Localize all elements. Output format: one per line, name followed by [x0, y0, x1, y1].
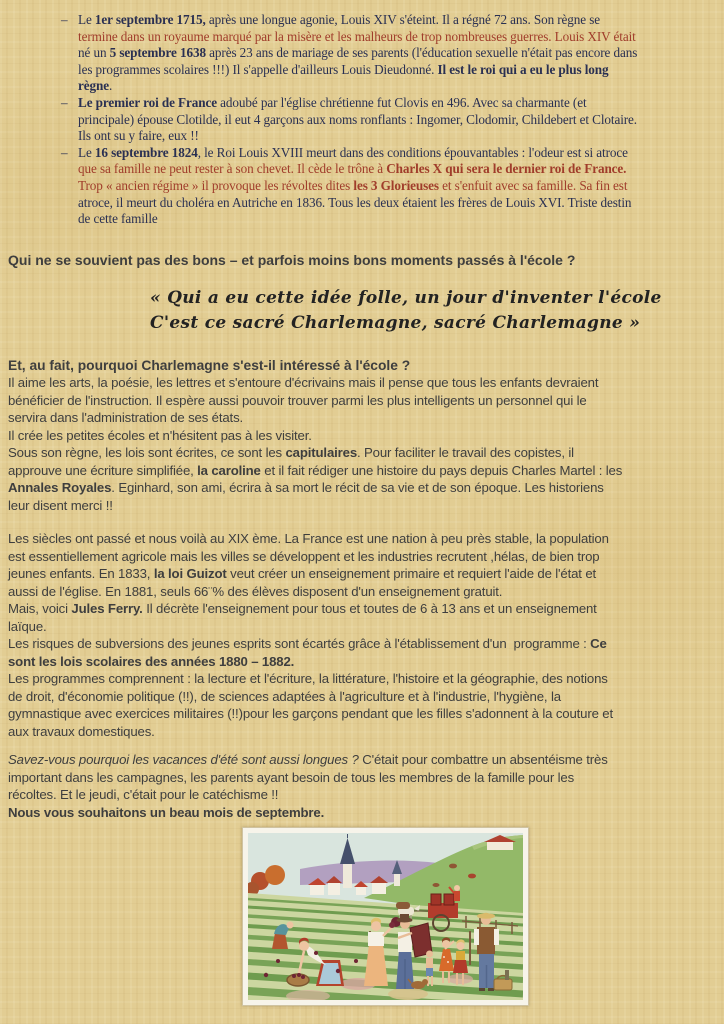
text-run: Trop « ancien régime » il provoque les révoltes dites les 3 Glorieuses et s'enfuit avec sa famille. Sa fin est — [78, 177, 628, 193]
text-run: les programmes scolaires !!!) Il s'appelle d'ailleurs Louis Dieudonné. Il est le roi qui a eu le plus long — [78, 61, 609, 77]
text-line — [8, 653, 724, 671]
text-line — [0, 161, 724, 178]
text-line — [8, 530, 724, 548]
text-run: Annales Royales. Eginhard, son ami, écrira à sa mort le récit de sa vie et de son époque. Les historiens — [8, 480, 604, 496]
text-run: né un 5 septembre 1638 après 23 ans de mariage de ses parents (l'éducation sexuelle n'était pas encore dans — [78, 45, 638, 61]
text-run: de droit, d'économie politique (!!), de sciences adaptées à l'agriculture et à l'industrie, l'hygiène, la — [8, 688, 561, 704]
text-line — [8, 548, 724, 566]
text-line — [8, 635, 724, 653]
text-run: Les siècles ont passé et nous voilà au XIX ème. La France est une nation à peu près stable, la population — [8, 531, 609, 547]
text-run: important dans les campagnes, les parents ayant besoin de tous les membres de la famille pour les — [8, 769, 575, 785]
text-run: Nous vous souhaitons un beau mois de septembre. — [8, 804, 325, 820]
text-run: Le 16 septembre 1824, le Roi Louis XVIII meurt dans des conditions épouvantables : l'odeur est si atroce — [78, 144, 628, 160]
text-line — [0, 145, 724, 162]
text-line — [8, 444, 724, 462]
text-line — [8, 565, 724, 583]
text-run: Les programmes comprennent : la lecture et l'écriture, la littérature, l'histoire et la géographie, des notions — [8, 671, 608, 687]
text-run: Mais, voici Jules Ferry. Il décrète l'enseignement pour tous et toutes de 6 à 13 ans et un enseignement — [8, 601, 597, 617]
text-line — [8, 705, 724, 723]
text-line — [8, 600, 724, 618]
harvest-scene-image — [248, 833, 523, 1000]
text-line — [8, 409, 724, 427]
charlemagne-song-quote — [150, 286, 724, 336]
text-line — [8, 583, 724, 601]
text-run: Les risques de subversions des jeunes esprits sont écartés grâce à l'établissement d'un programme : Ce — [8, 636, 607, 652]
text-run: Savez-vous pourquoi les vacances d'été sont aussi longues ? C'était pour combattre un absentéisme très — [8, 752, 608, 768]
bullet-dash: – — [61, 144, 68, 160]
text-run: laïque. — [8, 618, 47, 634]
text-line — [8, 769, 724, 787]
text-line — [8, 462, 724, 480]
nineteenth-century-section — [0, 530, 724, 740]
text-run: principale) épouse Clotilde, il eut 4 garçons aux noms ronflants : Ingomer, Clodomir, Childebert et Clotaire. — [78, 111, 638, 127]
quote-line: C'est ce sacré Charlemagne, sacré Charlemagne » — [150, 312, 641, 333]
quote-line: « Qui a eu cette idée folle, un jour d'inventer l'école — [150, 287, 662, 308]
text-line — [8, 392, 724, 410]
text-line — [8, 751, 724, 769]
text-run: atroce, il meurt du choléra en Autriche en 1836. Tous les deux étaient les frères de Louis XVI. Triste destin — [78, 194, 632, 210]
text-run: de cette famille — [78, 211, 158, 227]
text-run: leur disent merci !! — [8, 497, 113, 513]
text-run: est essentiellement agricole mais les villes se développent et les industries recrutent ,hélas, de bien trop — [8, 548, 600, 564]
text-run: Le premier roi de France adoubé par l'église chrétienne fut Clovis en 496. Avec sa charmante (et — [78, 94, 587, 110]
text-line — [0, 178, 724, 195]
text-run: servira dans l'administration de ses états. — [8, 410, 244, 426]
text-run: Ils ont su y faire, eux !! — [78, 128, 199, 144]
text-line — [8, 479, 724, 497]
text-run: sont les lois scolaires des années 1880 – 1882. — [8, 653, 295, 669]
text-line — [8, 723, 724, 741]
text-line — [0, 45, 724, 62]
text-line — [8, 427, 724, 445]
text-run: Le 1er septembre 1715, après une longue agonie, Louis XIV s'éteint. Il a régné 72 ans. Son règne se — [78, 12, 601, 27]
history-bullet-list — [0, 0, 724, 228]
text-line — [0, 78, 724, 95]
text-run: aux travaux domestiques. — [8, 723, 155, 739]
text-run: jeunes enfants. En 1833, la loi Guizot veut créer un enseignement primaire et requiert l'aide de l'état et — [8, 566, 597, 582]
text-line — [8, 670, 724, 688]
text-run: que sa famille ne peut rester à son chevet. Il cède le trône à Charles X qui sera le dernier roi de France. — [78, 161, 627, 177]
summer-vacation-section — [0, 751, 724, 821]
text-line — [8, 618, 724, 636]
text-line — [8, 374, 724, 392]
text-line — [8, 688, 724, 706]
charlemagne-section — [0, 357, 724, 515]
bullet-dash: – — [61, 12, 68, 27]
text-line — [0, 128, 724, 145]
text-run: aussi de l'église. En 1881, seuls 66¨% des élèves disposent d'un enseignement gratuit. — [8, 583, 503, 599]
text-line — [0, 211, 724, 228]
text-line — [8, 786, 724, 804]
school-memories-question: Qui ne se souvient pas des bons – et parfois moins bons moments passés à l'école ? — [8, 251, 576, 268]
text-line — [0, 62, 724, 79]
grape-harvest-illustration — [242, 827, 529, 1006]
text-run: règne. — [78, 78, 113, 94]
text-line — [0, 112, 724, 129]
text-line — [8, 804, 724, 822]
bullet-dash: – — [61, 94, 68, 110]
text-line — [0, 12, 724, 29]
text-line — [8, 497, 724, 515]
text-line — [0, 95, 724, 112]
charlemagne-heading: Et, au fait, pourquoi Charlemagne s'est-il intéressé à l'école ? — [8, 357, 411, 373]
text-run: Sous son règne, les lois sont écrites, ce sont les capitulaires. Pour faciliter le travail des copistes, il — [8, 445, 574, 461]
text-line — [0, 195, 724, 212]
text-run: gymnastique avec exercices militaires (!!)pour les garçons pendant que les filles s'adonnent à la couture et — [8, 706, 613, 722]
text-run: récoltes. Et le jeudi, c'était pour le catéchisme !! — [8, 787, 279, 803]
text-line — [0, 29, 724, 46]
text-run: Il aime les arts, la poésie, les lettres et s'entoure d'écrivains mais il pense que tous les enfants devraient — [8, 375, 599, 391]
text-run: termine dans un royaume marqué par la misère et les malheurs de trop nombreuses guerres. Louis XIV était — [78, 28, 636, 44]
text-run: Il crée les petites écoles et n'hésitent pas à les visiter. — [8, 427, 312, 443]
text-run: bénéficier de l'instruction. Il espère aussi pouvoir trouver parmi les plus intelligents un personnel qui le — [8, 392, 587, 408]
text-run: approuve une écriture simplifiée, la caroline et il fait rédiger une histoire du pays depuis Charles Martel : les — [8, 462, 623, 478]
